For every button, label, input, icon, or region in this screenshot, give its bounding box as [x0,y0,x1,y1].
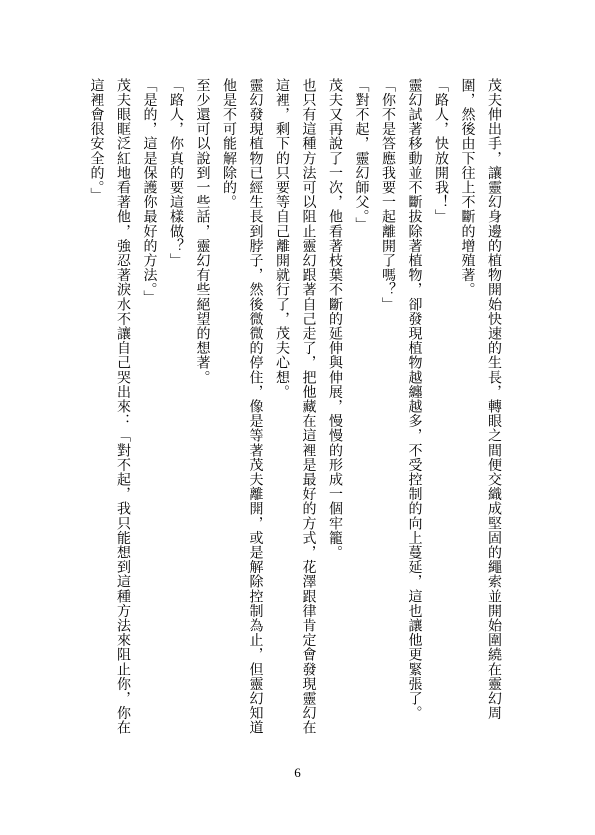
paragraph-4: 「你不是答應我要一起離開了嗎？」 [380,78,396,312]
paragraph-12: 茂夫眼眶泛紅地看著他，強忍著淚水不讓自己哭出來：「對不起，我只能想到這種方法來阻止你，你在這裡會很安全的。」 [88,78,131,735]
paragraph-10: 「路人，你真的要這樣做？」 [168,78,184,268]
paragraph-3: 靈幻試著移動並不斷拔除著植物，卻發現植物越纏越多，不受控制的向上蔓延，這也讓他更緊張了。 [406,78,423,721]
paragraph-1: 茂夫伸出手，讓靈幻身邊的植物開始快速的生長，轉眼之間便交織成堅固的繩索並開始圍繞在靈幻周圍，然後由下往上不斷的增殖著。 [459,78,502,721]
paragraph-7: 也只有這種方法可以阻止靈幻跟著自己走了，把他藏在這裡是最好的方式，花澤跟律肯定會發現靈幻在這裡，剩下的只要等自己離開就行了，茂夫心想。 [274,78,317,735]
page-number: 6 [294,765,301,780]
paragraph-8: 靈幻發現植物已經生長到脖子，然後微微的停住，像是等著茂夫離開，或是解除控制為止，但靈幻知道他是不可能解除的。 [221,78,264,735]
paragraph-9: 至少還可以說到一些話，靈幻有些絕望的想著。 [194,78,211,385]
paragraph-5: 「對不起，靈幻師父。」 [353,78,370,232]
paragraph-11: 「是的，這是保護你最好的方法。」 [141,78,158,305]
paragraph-2: 「路人，快放開我！」 [433,78,449,224]
paragraph-6: 茂夫又再說了一次，他看著枝葉不斷的延伸與伸展，慢慢的形成一個牢籠。 [327,78,343,560]
vertical-text-body [83,78,507,746]
